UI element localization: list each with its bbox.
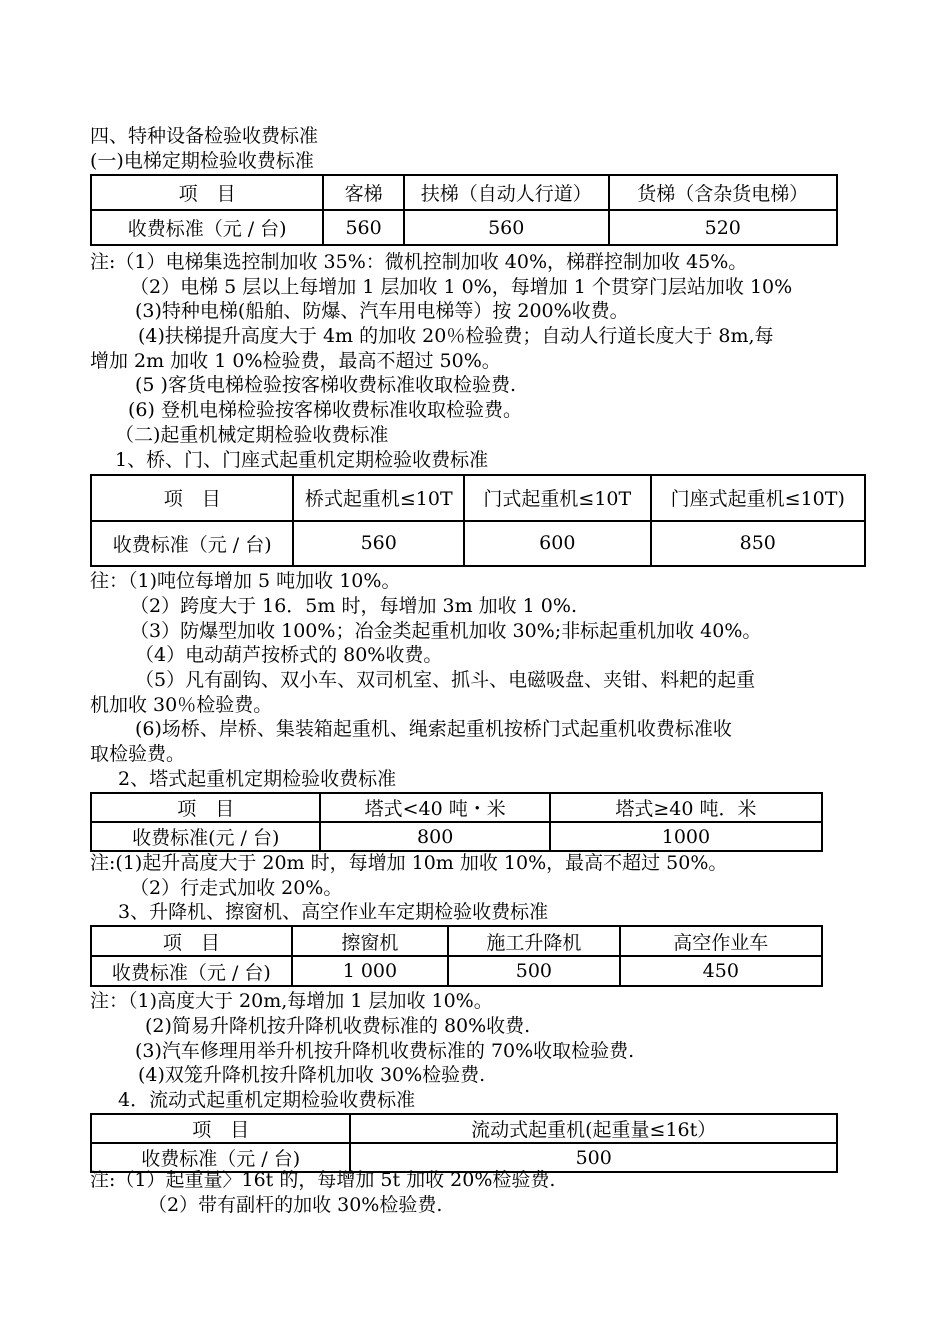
note-line: 注:（1）起重量〉16t 的，每增加 5t 加收 20%检验费. bbox=[90, 1169, 556, 1191]
note-line: 注:(1)起升高度大于 20m 时，每增加 10m 加收 10%，最高不超过 50%。 bbox=[90, 852, 728, 874]
note-line: 机加收 30％检验费。 bbox=[90, 694, 273, 716]
header-item: 项 目 bbox=[91, 475, 293, 521]
note-line: 取检验费。 bbox=[90, 743, 186, 765]
header-item: 项 目 bbox=[91, 1114, 350, 1143]
note-line: 注：（1)高度大于 20m,每增加 1 层加收 10%。 bbox=[90, 990, 493, 1012]
row-label: 收费标准（元 / 台) bbox=[91, 1143, 350, 1172]
fee-cell: 850 bbox=[651, 521, 865, 567]
lift-title: 3、升降机、擦窗机、高空作业车定期检验收费标准 bbox=[118, 901, 549, 923]
header-freight-elevator: 货梯（含杂货电梯） bbox=[609, 175, 837, 210]
note-line: (2)简易升降机按升降机收费标准的 80%收费. bbox=[145, 1015, 531, 1037]
section-title: 四、特种设备检验收费标准 bbox=[90, 125, 319, 147]
note-line: （2）行走式加收 20%。 bbox=[130, 877, 343, 899]
note-line: （5）凡有副钩、双小车、双司机室、抓斗、电磁吸盘、夹钳、料耙的起重 bbox=[135, 669, 756, 691]
row-label: 收费标准（元 / 台) bbox=[91, 521, 293, 567]
header-bridge-crane: 桥式起重机≤10T bbox=[293, 475, 464, 521]
fee-cell: 1 000 bbox=[292, 956, 448, 986]
fee-cell: 450 bbox=[620, 956, 822, 986]
fee-cell: 560 bbox=[323, 210, 404, 245]
note-line: (6) 登机电梯检验按客梯收费标准收取检验费。 bbox=[128, 399, 522, 421]
header-portal-crane: 门座式起重机≤10T) bbox=[651, 475, 865, 521]
fee-cell: 1000 bbox=[550, 822, 822, 851]
header-aerial-vehicle: 高空作业车 bbox=[620, 926, 822, 956]
mobile-crane-title: 4．流动式起重机定期检验收费标准 bbox=[118, 1089, 416, 1111]
header-item: 项 目 bbox=[91, 926, 292, 956]
header-passenger-elevator: 客梯 bbox=[323, 175, 404, 210]
bridge-crane-fee-table bbox=[90, 474, 866, 567]
row-label: 收费标准（元 / 台) bbox=[91, 956, 292, 986]
header-construction-lift: 施工升降机 bbox=[448, 926, 620, 956]
header-tower-small: 塔式<40 吨・米 bbox=[320, 793, 549, 822]
row-label: 收费标准(元 / 台) bbox=[91, 822, 320, 851]
row-label: 收费标准（元 / 台) bbox=[91, 210, 323, 245]
header-mobile-crane: 流动式起重机(起重量≤16t） bbox=[350, 1114, 837, 1143]
note-line: （2）带有副杆的加收 30%检验费. bbox=[148, 1194, 443, 1216]
note-line: (4)扶梯提升高度大于 4m 的加收 20％检验费；自动人行道长度大于 8m,每 bbox=[138, 325, 774, 347]
header-item: 项 目 bbox=[91, 175, 323, 210]
header-gantry-crane: 门式起重机≤10T bbox=[464, 475, 650, 521]
fee-cell: 800 bbox=[320, 822, 549, 851]
note-line: （2）电梯 5 层以上每增加 1 层加收 1 0%，每增加 1 个贯穿门层站加收 10% bbox=[130, 276, 793, 298]
bridge-crane-title: 1、桥、门、门座式起重机定期检验收费标准 bbox=[115, 449, 489, 471]
header-tower-large: 塔式≥40 吨．米 bbox=[550, 793, 822, 822]
note-line: （4）电动葫芦按桥式的 80%收费。 bbox=[135, 644, 443, 666]
note-line: 注:（1）电梯集选控制加收 35%：微机控制加收 40%，梯群控制加收 45%。 bbox=[90, 251, 748, 273]
note-line: （3）防爆型加收 100%；冶金类起重机加收 30%;非标起重机加收 40%。 bbox=[130, 620, 762, 642]
fee-cell: 500 bbox=[448, 956, 620, 986]
note-line: (4)双笼升降机按升降机加收 30%检验费. bbox=[138, 1064, 486, 1086]
fee-cell: 560 bbox=[293, 521, 464, 567]
header-escalator: 扶梯（自动人行道） bbox=[404, 175, 609, 210]
elevator-fee-table bbox=[90, 174, 838, 246]
header-item: 项 目 bbox=[91, 793, 320, 822]
header-window-cleaning: 擦窗机 bbox=[292, 926, 448, 956]
note-line: (3)特种电梯(船舶、防爆、汽车用电梯等）按 200%收费。 bbox=[135, 300, 629, 322]
crane-section-title: （二)起重机械定期检验收费标准 bbox=[115, 424, 389, 446]
fee-cell: 560 bbox=[404, 210, 609, 245]
note-line: (5 )客货电梯检验按客梯收费标准收取检验费. bbox=[135, 374, 516, 396]
mobile-crane-fee-table bbox=[90, 1113, 838, 1173]
fee-cell: 520 bbox=[609, 210, 837, 245]
note-line: 往：（1)吨位每增加 5 吨加收 10%。 bbox=[90, 570, 401, 592]
fee-cell: 600 bbox=[464, 521, 650, 567]
note-line: (6)场桥、岸桥、集装箱起重机、绳索起重机按桥门式起重机收费标准收 bbox=[135, 718, 732, 740]
tower-crane-title: 2、塔式起重机定期检验收费标准 bbox=[118, 768, 397, 790]
fee-cell: 500 bbox=[350, 1143, 837, 1172]
note-line: 增加 2m 加收 1 0%检验费，最高不超过 50%。 bbox=[90, 350, 501, 372]
tower-crane-fee-table bbox=[90, 792, 823, 852]
lift-fee-table bbox=[90, 925, 823, 987]
note-line: （2）跨度大于 16．5m 时，每增加 3m 加收 1 0%. bbox=[130, 595, 577, 617]
elevator-section-title: (一)电梯定期检验收费标准 bbox=[90, 150, 314, 172]
note-line: (3)汽车修理用举升机按升降机收费标准的 70%收取检验费. bbox=[135, 1040, 635, 1062]
